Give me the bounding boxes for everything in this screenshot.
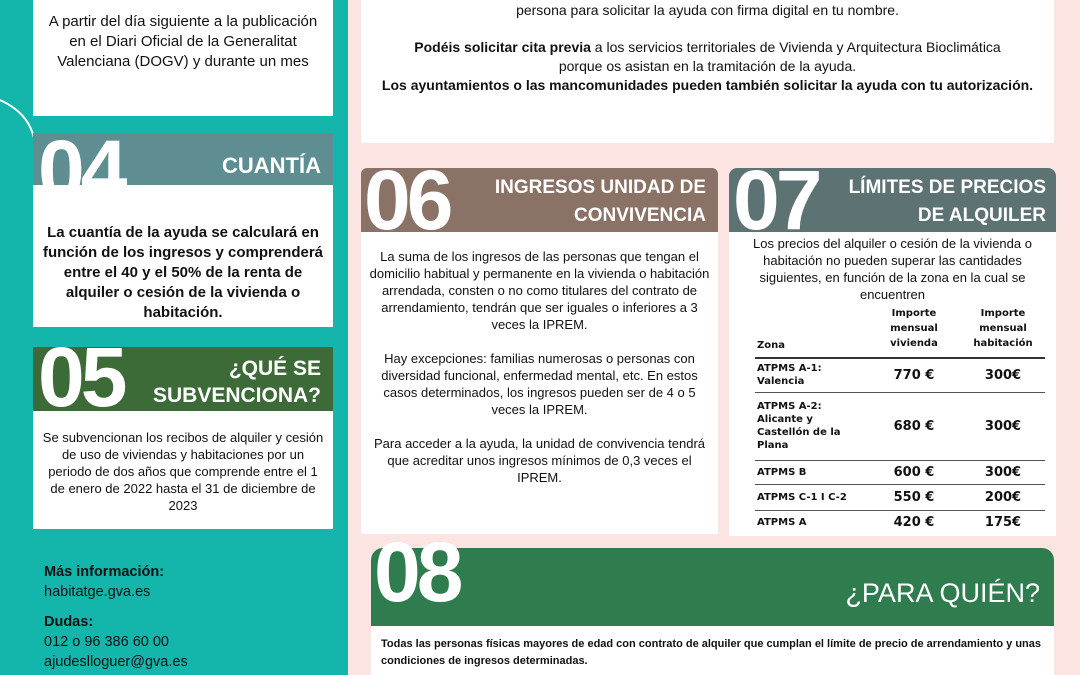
section-05-title-line1: ¿QUÉ SE	[228, 357, 321, 380]
table-row	[755, 460, 1045, 484]
habitacion-cell: 300€	[961, 392, 1045, 460]
price-limits-table	[755, 306, 1045, 534]
header-vivienda: Importe mensual vivienda	[867, 306, 961, 358]
habitacion-cell: 300€	[961, 460, 1045, 484]
section-06-title	[495, 174, 706, 230]
more-info-label: Más información:	[44, 564, 165, 580]
section-08-body	[371, 626, 1054, 675]
top-ayuntamientos: Los ayuntamientos o las mancomunidades pueden también solicitar la ayuda con tu autorización.	[381, 77, 1034, 93]
zone-cell: ATPMS A-1: Valencia	[755, 358, 867, 392]
section-06-title-line2: CONVIVENCIA	[574, 205, 706, 226]
when-text: A partir del día siguiente a la publicación en el Diari Oficial de la Generalitat Valenciana (DOGV) y durante un mes	[48, 13, 318, 70]
table-row	[755, 484, 1045, 510]
section-number-08: 08	[374, 525, 460, 619]
section-06-p3: Para acceder a la ayuda, la unidad de convivencia tendrá que acreditar unos ingresos mínimos de 0,3 veces el IPREM.	[374, 436, 705, 485]
habitacion-cell: 200€	[961, 484, 1045, 510]
top-cita	[401, 38, 1014, 76]
section-08-header	[371, 548, 1054, 626]
vivienda-cell: 550 €	[867, 484, 961, 510]
zone-cell: ATPMS B	[755, 460, 867, 484]
habitacion-cell: 175€	[984, 514, 1022, 530]
section-08-title: ¿PARA QUIÉN?	[845, 578, 1040, 608]
section-07-title-line1: LÍMITES DE PRECIOS	[848, 177, 1046, 198]
section-07-intro: Los precios del alquiler o cesión de la vivienda o habitación no pueden superar las cantidades siguientes, en función de la zona en la cual se encuentren	[753, 236, 1032, 302]
cita-bold: Podéis solicitar cita previa	[414, 39, 591, 55]
section-08-text: Todas las personas físicas mayores de edad con contrato de alquiler que cumplan el límite de precio de arrendamiento y unas condiciones de ingresos determinadas.	[381, 638, 1041, 667]
section-number-07: 07	[733, 153, 819, 247]
vivienda-cell: 680 €	[867, 392, 961, 460]
table-row	[755, 392, 1045, 460]
zone-cell: ATPMS A	[757, 516, 807, 528]
doubts-label: Dudas:	[44, 614, 94, 630]
zone-cell: ATPMS A-2: Alicante y Castellón de la Plana	[755, 392, 867, 460]
vivienda-cell: 600 €	[867, 460, 961, 484]
phone-number: 012 o 96 386 60 00	[44, 634, 169, 650]
section-04-title: CUANTÍA	[222, 153, 321, 178]
section-number-05: 05	[38, 330, 124, 424]
section-07-title-line2: DE ALQUILER	[917, 205, 1046, 226]
price-table-header-row	[755, 306, 1045, 358]
habitacion-cell: 300€	[961, 358, 1045, 392]
more-info-link[interactable]: habitatge.gva.es	[44, 584, 151, 600]
section-05-title	[153, 355, 321, 409]
section-07-title	[849, 174, 1046, 230]
section-06-title-line1: INGRESOS UNIDAD DE	[494, 177, 706, 198]
table-row	[755, 358, 1045, 392]
header-zone: Zona	[755, 306, 867, 358]
section-06-p2: Hay excepciones: familias numerosas o personas con diversidad funcional, enfermedad mental, etc. En estos casos determinados, los ingresos pueden ser de 4 o 5 veces la IPREM.	[381, 351, 698, 417]
section-05-body	[33, 411, 333, 529]
top-box	[361, 0, 1054, 143]
contact-info	[44, 562, 334, 672]
header-habitacion: Importe mensual habitación	[961, 306, 1045, 358]
section-06-content	[367, 248, 712, 486]
section-05-title-line2: SUBVENCIONA?	[152, 384, 321, 407]
section-06-body	[361, 232, 718, 534]
section-04-text: La cuantía de la ayuda se calculará en función de los ingresos y comprenderá entre el 40 y el 50% de la renta de alquiler o cesión de la vivienda o habitación.	[42, 224, 324, 321]
section-number-06: 06	[364, 153, 450, 247]
zone-cell: ATPMS C-1 I C-2	[755, 484, 867, 510]
section-number-04: 04	[38, 123, 124, 217]
vivienda-cell: 770 €	[867, 358, 961, 392]
vivienda-cell: 420 €	[893, 514, 935, 530]
section-05-text: Se subvencionan los recibos de alquiler y cesión de uso de viviendas y habitaciones por un periodo de dos años que comprende entre el 1 de enero de 2022 hasta el 31 de diciembre de 2023	[42, 430, 324, 513]
section-07-body	[729, 232, 1056, 536]
table-row	[755, 510, 1045, 534]
cita-rest: a los servicios territoriales de Vivienda y Arquitectura Bioclimática porque os asistan en la tramitación de la ayuda.	[558, 39, 1001, 74]
top-line1: persona para solicitar la ayuda con firma digital en tu nombre.	[516, 2, 899, 18]
section-06-p1: La suma de los ingresos de las personas que tengan el domicilio habitual y permanente en la vivienda o habitación arrendada, consten o no como titulares del contrato de arrendamiento, tendrán que ser iguales o inferiores a 3 veces la IPREM.	[369, 249, 710, 332]
email-link[interactable]: ajudeslloguer@gva.es	[44, 654, 188, 670]
when-box	[33, 0, 333, 116]
